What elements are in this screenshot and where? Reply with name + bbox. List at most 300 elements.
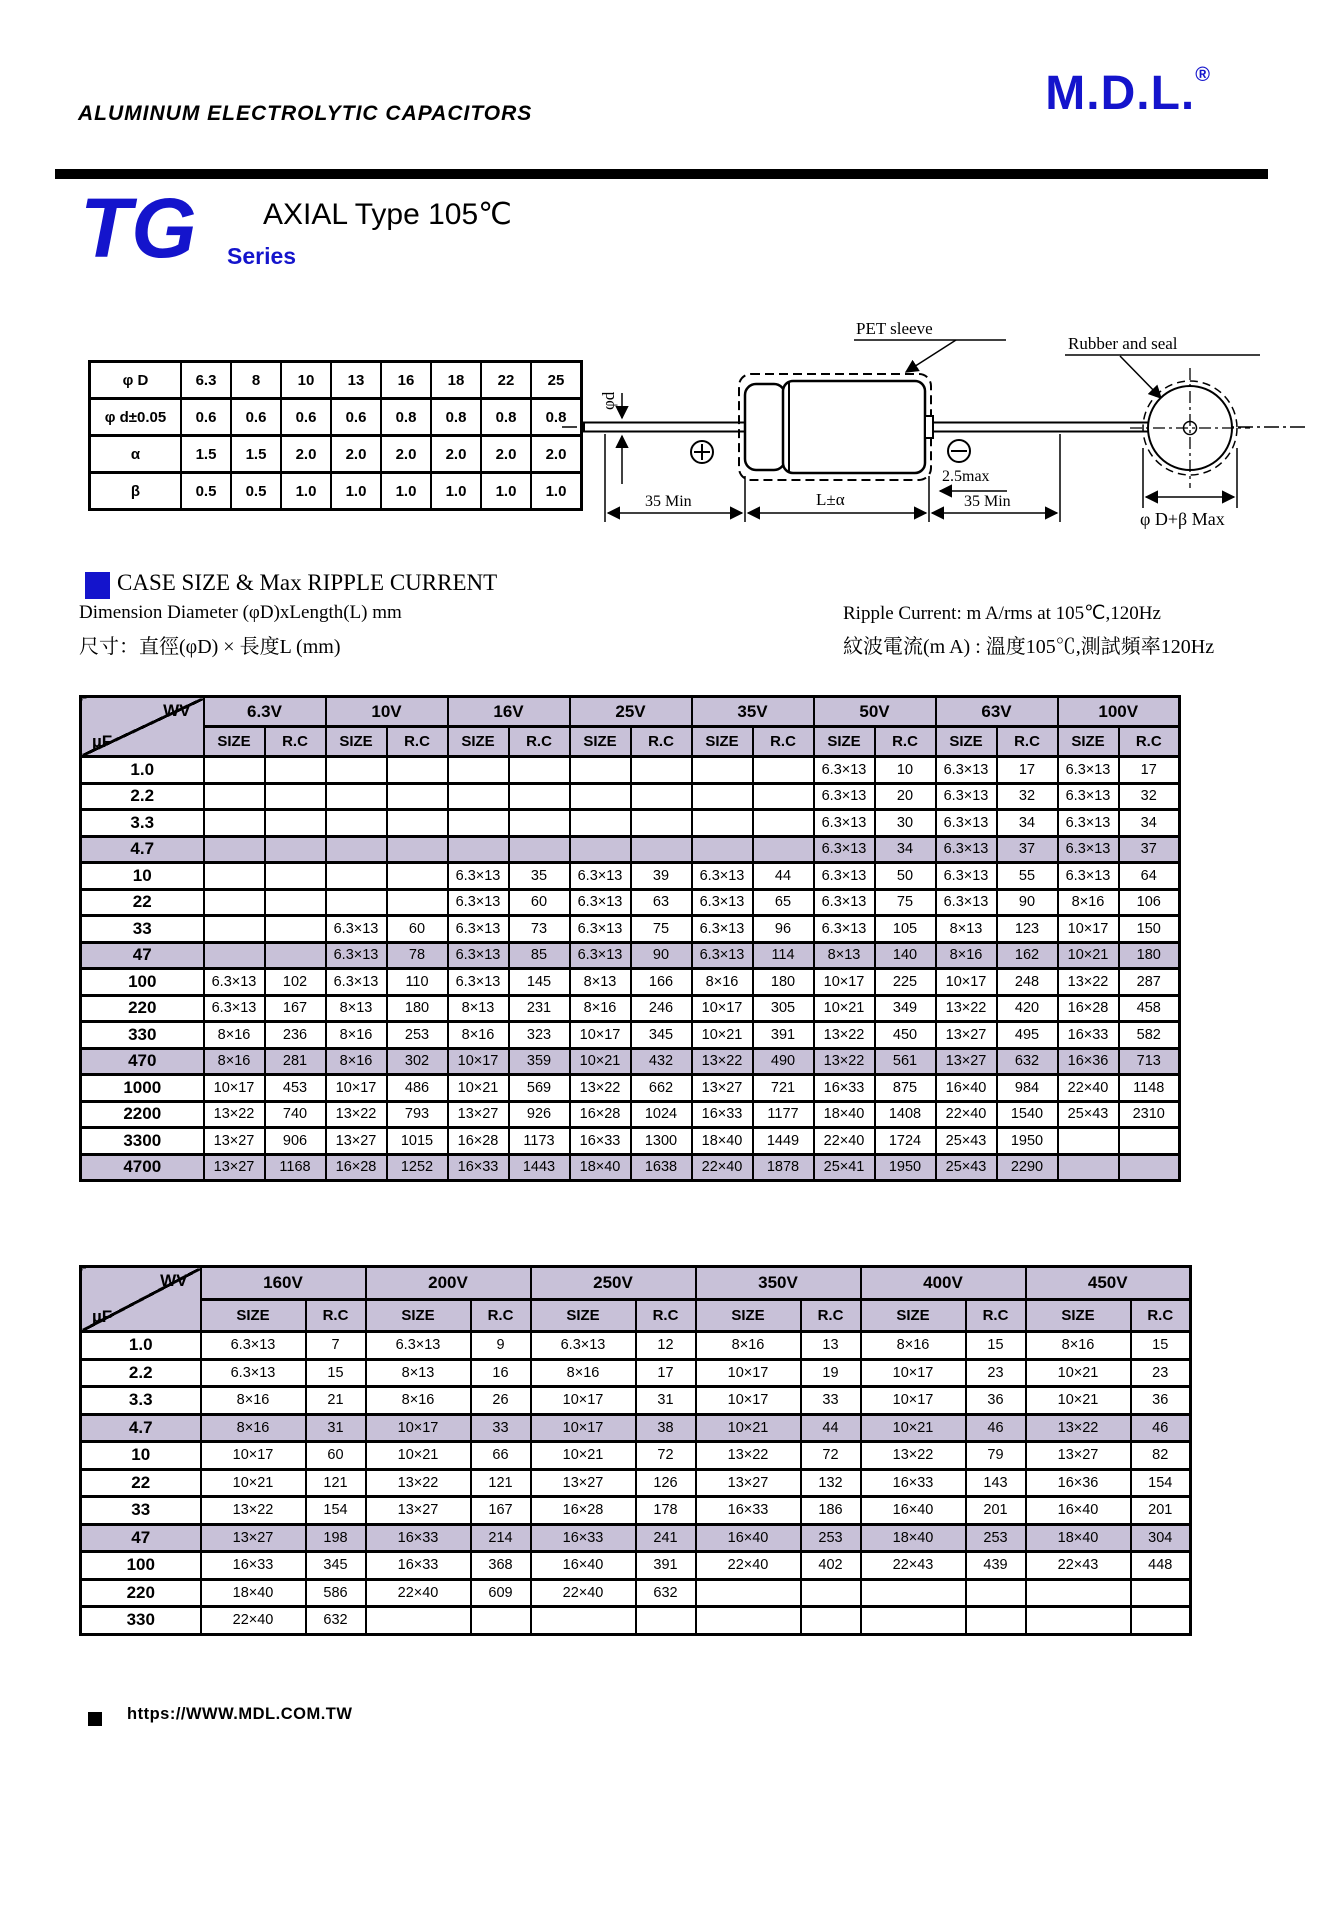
- rc-cell: 186: [801, 1497, 861, 1525]
- dimension-value: 0.8: [481, 399, 531, 436]
- rc-cell: 121: [471, 1469, 531, 1497]
- rc-cell: 582: [1119, 1022, 1180, 1049]
- dimension-value: 6.3: [181, 362, 231, 399]
- rc-cell: 78: [387, 942, 448, 969]
- size-cell: 10×17: [204, 1075, 265, 1102]
- size-cell: 6.3×13: [692, 916, 753, 943]
- rc-cell: [753, 757, 814, 784]
- voltage-header: 100V: [1058, 697, 1180, 727]
- dimension-value: 1.5: [181, 436, 231, 473]
- voltage-header: 400V: [861, 1267, 1026, 1300]
- rc-cell: 569: [509, 1075, 570, 1102]
- size-cell: 18×40: [814, 1101, 875, 1128]
- rc-cell: 114: [753, 942, 814, 969]
- rc-cell: 82: [1131, 1442, 1191, 1470]
- dimension-value: 0.8: [381, 399, 431, 436]
- size-cell: 22×40: [696, 1552, 801, 1580]
- dimension-value: 1.0: [481, 473, 531, 510]
- uf-cell: 4.7: [81, 836, 204, 863]
- size-cell: 6.3×13: [1058, 757, 1119, 784]
- rc-cell: 31: [306, 1414, 366, 1442]
- size-cell: 16×33: [861, 1469, 966, 1497]
- ratings-table-high-voltage: [79, 1265, 1192, 1636]
- rc-cell: 721: [753, 1075, 814, 1102]
- size-cell: 8×13: [448, 995, 509, 1022]
- size-cell: 6.3×13: [814, 757, 875, 784]
- size-cell: 16×40: [696, 1524, 801, 1552]
- rc-cell: 281: [265, 1048, 326, 1075]
- polarity-plus-icon: [691, 441, 713, 463]
- rubber-seal-leader: [1120, 356, 1161, 398]
- size-cell: 16×28: [531, 1497, 636, 1525]
- size-cell: 8×16: [366, 1387, 471, 1415]
- rc-cell: 72: [636, 1442, 696, 1470]
- brand-logo: [1045, 64, 1211, 121]
- rc-cell: 34: [997, 810, 1058, 837]
- dimension-table: [88, 360, 583, 511]
- rc-cell: [509, 836, 570, 863]
- rc-cell: 96: [753, 916, 814, 943]
- uf-cell: 33: [81, 916, 204, 943]
- size-cell: 8×16: [201, 1414, 306, 1442]
- size-header: SIZE: [861, 1300, 966, 1332]
- uf-cell: 22: [81, 1469, 201, 1497]
- size-cell: 25×41: [814, 1154, 875, 1181]
- rc-cell: 875: [875, 1075, 936, 1102]
- size-cell: 8×16: [861, 1332, 966, 1360]
- rc-cell: [631, 810, 692, 837]
- rc-cell: 30: [875, 810, 936, 837]
- rc-cell: 201: [1131, 1497, 1191, 1525]
- rc-cell: 66: [471, 1442, 531, 1470]
- size-cell: 16×28: [1058, 995, 1119, 1022]
- size-cell: 13×22: [1058, 969, 1119, 996]
- size-cell: 8×16: [1058, 889, 1119, 916]
- size-header: SIZE: [814, 727, 875, 757]
- size-cell: 16×33: [696, 1497, 801, 1525]
- rc-cell: 79: [966, 1442, 1026, 1470]
- size-cell: 13×22: [814, 1022, 875, 1049]
- rc-cell: 402: [801, 1552, 861, 1580]
- size-cell: 16×28: [448, 1128, 509, 1155]
- rc-cell: 21: [306, 1387, 366, 1415]
- size-cell: [448, 757, 509, 784]
- size-header: SIZE: [201, 1300, 306, 1332]
- rc-header: R.C: [753, 727, 814, 757]
- size-cell: 8×16: [326, 1048, 387, 1075]
- size-cell: 13×22: [861, 1442, 966, 1470]
- rc-cell: [966, 1579, 1026, 1607]
- rc-cell: 448: [1131, 1552, 1191, 1580]
- size-header: SIZE: [448, 727, 509, 757]
- uf-cell: 3.3: [81, 810, 204, 837]
- table-row: [81, 969, 1180, 996]
- size-cell: 8×16: [1026, 1332, 1131, 1360]
- rc-cell: [1131, 1579, 1191, 1607]
- rc-cell: 7: [306, 1332, 366, 1360]
- ratings-table-low-voltage: [79, 695, 1181, 1182]
- rc-cell: [509, 810, 570, 837]
- rc-cell: 2310: [1119, 1101, 1180, 1128]
- uf-cell: 330: [81, 1022, 204, 1049]
- table-row: [81, 1442, 1191, 1470]
- size-header: SIZE: [936, 727, 997, 757]
- body-length-label: L±α: [816, 490, 845, 509]
- footer-bullet-icon: [88, 1712, 102, 1726]
- rc-cell: 154: [306, 1497, 366, 1525]
- rc-cell: 37: [997, 836, 1058, 863]
- size-cell: 10×21: [692, 1022, 753, 1049]
- rc-cell: 132: [801, 1469, 861, 1497]
- size-cell: 10×17: [692, 995, 753, 1022]
- uf-cell: 3300: [81, 1128, 204, 1155]
- size-cell: 10×21: [861, 1414, 966, 1442]
- rc-cell: 46: [1131, 1414, 1191, 1442]
- dimension-value: 2.0: [281, 436, 331, 473]
- website-link[interactable]: https://WWW.MDL.COM.TW: [127, 1705, 353, 1723]
- brand-name: M.D.L.: [1045, 67, 1196, 120]
- uf-corner-label: µF: [92, 732, 113, 751]
- dimension-value: 16: [381, 362, 431, 399]
- uf-cell: 1.0: [81, 757, 204, 784]
- size-cell: 6.3×13: [692, 863, 753, 890]
- ripple-note-zh: 紋波電流(m A) : 溫度105℃,測試頻率120Hz: [843, 636, 1215, 658]
- rc-cell: [753, 836, 814, 863]
- rc-cell: 60: [306, 1442, 366, 1470]
- rc-header: R.C: [509, 727, 570, 757]
- rc-cell: [631, 783, 692, 810]
- rc-cell: 73: [509, 916, 570, 943]
- size-cell: 25×43: [936, 1128, 997, 1155]
- rc-cell: 23: [1131, 1359, 1191, 1387]
- size-cell: 16×33: [366, 1552, 471, 1580]
- rc-cell: 72: [801, 1442, 861, 1470]
- dimension-row: [90, 436, 582, 473]
- size-header: SIZE: [1026, 1300, 1131, 1332]
- rc-cell: 10: [875, 757, 936, 784]
- rc-cell: 105: [875, 916, 936, 943]
- rc-cell: 486: [387, 1075, 448, 1102]
- uf-cell: 3.3: [81, 1387, 201, 1415]
- table-row: [81, 1022, 1180, 1049]
- size-cell: 6.3×13: [936, 889, 997, 916]
- size-header: SIZE: [570, 727, 631, 757]
- dimension-value: 2.0: [481, 436, 531, 473]
- dimension-value: 25: [531, 362, 582, 399]
- size-cell: 10×17: [448, 1048, 509, 1075]
- uf-cell: 4700: [81, 1154, 204, 1181]
- size-header: SIZE: [531, 1300, 636, 1332]
- rc-cell: 1173: [509, 1128, 570, 1155]
- size-cell: 13×22: [366, 1469, 471, 1497]
- rc-cell: 60: [509, 889, 570, 916]
- size-cell: 13×27: [204, 1154, 265, 1181]
- rc-cell: 126: [636, 1469, 696, 1497]
- size-cell: 6.3×13: [448, 969, 509, 996]
- dimension-row: [90, 473, 582, 510]
- dimension-label: β: [90, 473, 182, 510]
- rc-cell: 154: [1131, 1469, 1191, 1497]
- size-cell: 6.3×13: [814, 889, 875, 916]
- size-cell: 8×16: [696, 1332, 801, 1360]
- series-type: AXIAL Type 105℃: [263, 198, 512, 231]
- size-cell: 10×17: [696, 1387, 801, 1415]
- size-cell: [531, 1607, 636, 1635]
- size-cell: 6.3×13: [326, 942, 387, 969]
- rc-cell: 90: [997, 889, 1058, 916]
- rc-cell: [265, 889, 326, 916]
- size-cell: [366, 1607, 471, 1635]
- rc-header: R.C: [875, 727, 936, 757]
- rc-header: R.C: [306, 1300, 366, 1332]
- size-cell: 6.3×13: [531, 1332, 636, 1360]
- dimension-note-en: Dimension Diameter (φD)xLength(L) mm: [79, 602, 402, 623]
- size-cell: 6.3×13: [448, 889, 509, 916]
- size-cell: [1058, 1128, 1119, 1155]
- rc-header: R.C: [966, 1300, 1026, 1332]
- rc-cell: 246: [631, 995, 692, 1022]
- rc-cell: 166: [631, 969, 692, 996]
- rc-cell: 439: [966, 1552, 1026, 1580]
- rc-cell: 75: [875, 889, 936, 916]
- size-cell: [696, 1607, 801, 1635]
- rc-cell: 1024: [631, 1101, 692, 1128]
- rc-cell: [387, 863, 448, 890]
- table-row: [81, 1497, 1191, 1525]
- table-row: [81, 863, 1180, 890]
- rc-cell: 106: [1119, 889, 1180, 916]
- rc-cell: 140: [875, 942, 936, 969]
- rubber-seal-stub: [925, 416, 933, 438]
- rc-cell: 85: [509, 942, 570, 969]
- size-cell: 10×21: [696, 1414, 801, 1442]
- size-cell: 13×27: [1026, 1442, 1131, 1470]
- dimension-value: 0.5: [231, 473, 281, 510]
- rc-cell: 23: [966, 1359, 1026, 1387]
- rc-cell: 349: [875, 995, 936, 1022]
- rc-cell: 253: [387, 1022, 448, 1049]
- rc-header: R.C: [387, 727, 448, 757]
- table-row: [81, 1154, 1180, 1181]
- rc-cell: 36: [1131, 1387, 1191, 1415]
- size-cell: 6.3×13: [204, 995, 265, 1022]
- rc-header: R.C: [1119, 727, 1180, 757]
- rc-cell: 16: [471, 1359, 531, 1387]
- size-cell: 8×13: [936, 916, 997, 943]
- dimension-value: 1.0: [331, 473, 381, 510]
- dimension-value: 1.0: [381, 473, 431, 510]
- dimension-value: 1.0: [531, 473, 582, 510]
- rc-cell: [265, 757, 326, 784]
- uf-corner-label: µF: [92, 1307, 113, 1326]
- capacitor-body: [783, 381, 925, 473]
- size-cell: 6.3×13: [570, 863, 631, 890]
- rc-cell: 432: [631, 1048, 692, 1075]
- rc-cell: [509, 757, 570, 784]
- rc-cell: 632: [997, 1048, 1058, 1075]
- size-cell: 10×21: [201, 1469, 306, 1497]
- rc-cell: 123: [997, 916, 1058, 943]
- rc-cell: [631, 757, 692, 784]
- voltage-header: 450V: [1026, 1267, 1191, 1300]
- rc-cell: 713: [1119, 1048, 1180, 1075]
- size-cell: 16×33: [814, 1075, 875, 1102]
- uf-cell: 47: [81, 1524, 201, 1552]
- size-cell: 16×40: [936, 1075, 997, 1102]
- rc-cell: 110: [387, 969, 448, 996]
- uf-cell: 2200: [81, 1101, 204, 1128]
- dimension-value: 0.6: [231, 399, 281, 436]
- size-cell: [570, 810, 631, 837]
- size-cell: 16×33: [692, 1101, 753, 1128]
- voltage-header: 50V: [814, 697, 936, 727]
- size-cell: 6.3×13: [201, 1332, 306, 1360]
- size-cell: 13×27: [201, 1524, 306, 1552]
- dimension-value: 22: [481, 362, 531, 399]
- dimension-value: 18: [431, 362, 481, 399]
- rc-cell: 32: [997, 783, 1058, 810]
- size-cell: [1026, 1607, 1131, 1635]
- table-row: [81, 916, 1180, 943]
- rc-header: R.C: [265, 727, 326, 757]
- size-cell: 22×40: [366, 1579, 471, 1607]
- size-cell: 13×22: [326, 1101, 387, 1128]
- rc-cell: [387, 757, 448, 784]
- rc-cell: [265, 863, 326, 890]
- size-cell: 6.3×13: [448, 942, 509, 969]
- rc-cell: 65: [753, 889, 814, 916]
- size-cell: [448, 810, 509, 837]
- rc-cell: 984: [997, 1075, 1058, 1102]
- rc-cell: 586: [306, 1579, 366, 1607]
- rc-cell: 44: [753, 863, 814, 890]
- size-cell: 13×22: [204, 1101, 265, 1128]
- rc-header: R.C: [1131, 1300, 1191, 1332]
- rc-cell: 926: [509, 1101, 570, 1128]
- size-cell: 18×40: [692, 1128, 753, 1155]
- size-cell: 10×17: [531, 1387, 636, 1415]
- size-cell: 10×17: [1058, 916, 1119, 943]
- series-code: TG: [80, 181, 197, 275]
- rc-cell: 64: [1119, 863, 1180, 890]
- dimension-value: 1.0: [281, 473, 331, 510]
- size-cell: 6.3×13: [1058, 810, 1119, 837]
- rc-cell: 37: [1119, 836, 1180, 863]
- size-cell: 16×33: [448, 1154, 509, 1181]
- rc-cell: 60: [387, 916, 448, 943]
- size-cell: 16×40: [1026, 1497, 1131, 1525]
- table-row: [81, 1128, 1180, 1155]
- dia-max-label: φ D+β Max: [1140, 509, 1225, 529]
- rc-cell: 90: [631, 942, 692, 969]
- dimension-value: 0.6: [331, 399, 381, 436]
- rc-cell: 12: [636, 1332, 696, 1360]
- size-cell: 16×36: [1058, 1048, 1119, 1075]
- dimension-value: 13: [331, 362, 381, 399]
- size-cell: [692, 836, 753, 863]
- rc-cell: 1148: [1119, 1075, 1180, 1102]
- rc-cell: 2290: [997, 1154, 1058, 1181]
- voltage-header: 6.3V: [204, 697, 326, 727]
- rc-cell: 50: [875, 863, 936, 890]
- size-cell: 13×22: [1026, 1414, 1131, 1442]
- size-cell: [570, 783, 631, 810]
- rc-cell: 20: [875, 783, 936, 810]
- size-cell: [204, 889, 265, 916]
- table-row: [81, 1524, 1191, 1552]
- rc-cell: 34: [875, 836, 936, 863]
- size-cell: 13×27: [936, 1048, 997, 1075]
- size-cell: 6.3×13: [570, 889, 631, 916]
- table-row: [81, 1469, 1191, 1497]
- uf-cell: 100: [81, 969, 204, 996]
- uf-cell: 100: [81, 1552, 201, 1580]
- size-cell: 18×40: [570, 1154, 631, 1181]
- uf-cell: 22: [81, 889, 204, 916]
- seal-max-label: 2.5max: [942, 468, 990, 485]
- size-cell: 6.3×13: [692, 889, 753, 916]
- size-cell: 16×40: [531, 1552, 636, 1580]
- section-bullet-icon: [85, 572, 110, 599]
- size-cell: [570, 757, 631, 784]
- table-row: [81, 995, 1180, 1022]
- dimension-value: 2.0: [531, 436, 582, 473]
- size-cell: 25×43: [936, 1154, 997, 1181]
- rc-cell: 180: [1119, 942, 1180, 969]
- size-cell: 6.3×13: [570, 942, 631, 969]
- rc-cell: 33: [801, 1387, 861, 1415]
- table-row: [81, 810, 1180, 837]
- page-title: ALUMINUM ELECTROLYTIC CAPACITORS: [78, 102, 533, 125]
- rc-cell: 609: [471, 1579, 531, 1607]
- size-cell: 6.3×13: [1058, 783, 1119, 810]
- size-cell: 8×13: [366, 1359, 471, 1387]
- rc-cell: [387, 836, 448, 863]
- uf-cell: 2.2: [81, 783, 204, 810]
- polarity-minus-icon: [948, 440, 970, 462]
- table-row: [81, 1414, 1191, 1442]
- size-cell: 13×27: [692, 1075, 753, 1102]
- rc-cell: 26: [471, 1387, 531, 1415]
- size-cell: 13×27: [326, 1128, 387, 1155]
- size-cell: 8×16: [692, 969, 753, 996]
- table-row: [81, 1359, 1191, 1387]
- wv-corner-label: WV: [160, 1271, 188, 1290]
- rc-cell: 345: [631, 1022, 692, 1049]
- size-cell: 10×21: [1026, 1387, 1131, 1415]
- size-cell: 6.3×13: [326, 916, 387, 943]
- dimension-row: [90, 362, 582, 399]
- min-left-label: 35 Min: [645, 493, 692, 510]
- uf-cell: 1.0: [81, 1332, 201, 1360]
- rc-cell: 1177: [753, 1101, 814, 1128]
- size-cell: 22×40: [692, 1154, 753, 1181]
- voltage-header: 200V: [366, 1267, 531, 1300]
- size-cell: 6.3×13: [814, 863, 875, 890]
- rc-cell: 1408: [875, 1101, 936, 1128]
- size-cell: [448, 836, 509, 863]
- size-cell: 6.3×13: [570, 916, 631, 943]
- rc-cell: 180: [387, 995, 448, 1022]
- rc-cell: [471, 1607, 531, 1635]
- size-cell: [1058, 1154, 1119, 1181]
- rc-cell: 143: [966, 1469, 1026, 1497]
- rc-cell: [265, 810, 326, 837]
- size-cell: 8×16: [201, 1387, 306, 1415]
- rc-cell: [631, 836, 692, 863]
- rc-cell: 1015: [387, 1128, 448, 1155]
- size-cell: 22×40: [531, 1579, 636, 1607]
